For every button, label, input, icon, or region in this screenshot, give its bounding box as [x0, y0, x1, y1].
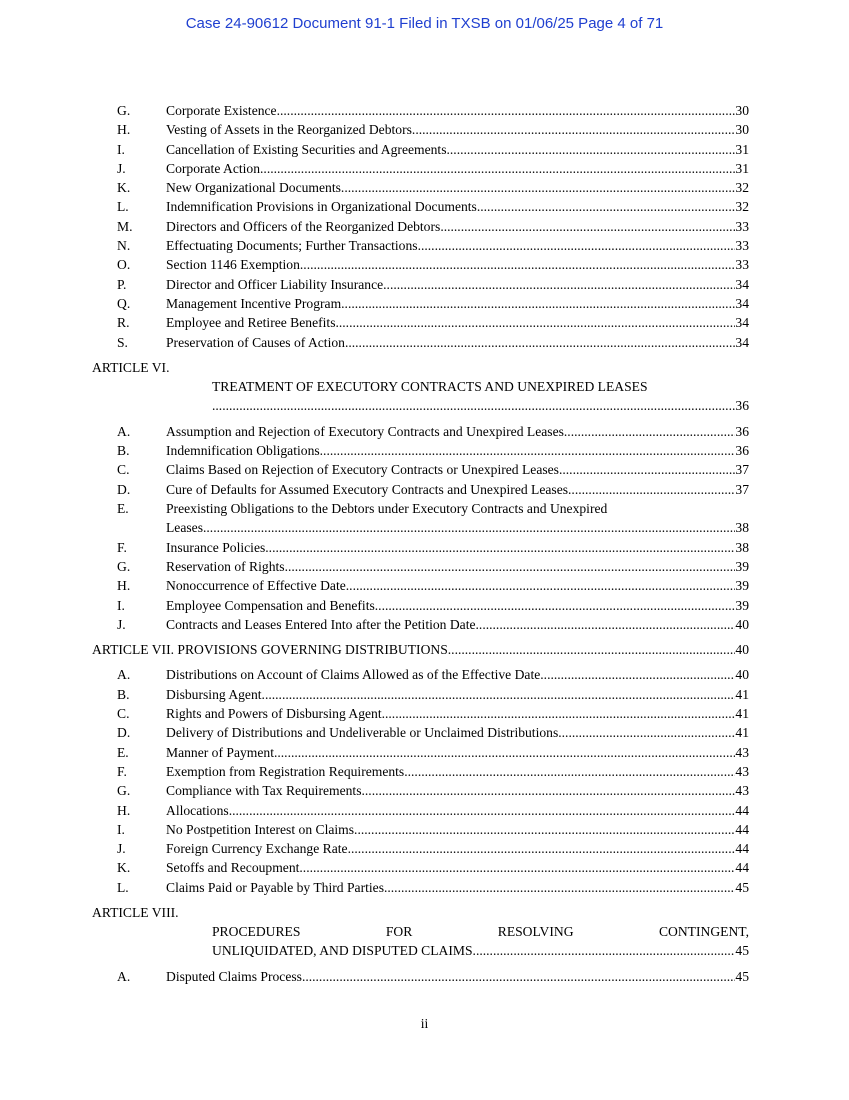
toc-group-article-vi-b [92, 538, 749, 634]
entry-letter: Q. [117, 295, 131, 311]
entry-letter: D. [117, 725, 131, 741]
entry-page: 31 [735, 160, 749, 176]
entry-title: Employee and Retiree Benefits [166, 315, 336, 331]
entry-letter: K. [117, 860, 131, 876]
dot-leader [564, 422, 736, 441]
entry-text [166, 743, 749, 762]
entry-title: Preexisting Obligations to the Debtors under Executory Contracts and Unexpired [166, 501, 608, 517]
toc-entry [92, 685, 749, 704]
toc-entry-e-line1 [92, 499, 749, 518]
entry-letter: B. [117, 443, 130, 459]
toc-group-article-v [92, 101, 749, 352]
entry-page: 34 [735, 315, 749, 331]
entry-title: Setoffs and Recoupment [166, 860, 300, 876]
dot-leader [260, 159, 735, 178]
entry-letter: I. [117, 141, 125, 157]
dot-leader [384, 878, 735, 897]
article-viii-heading [92, 922, 749, 942]
entry-letter: A. [117, 423, 131, 439]
entry-title: Employee Compensation and Benefits [166, 597, 375, 613]
toc-entry [92, 140, 749, 159]
dot-leader [285, 557, 736, 576]
entry-letter: G. [117, 558, 131, 574]
entry-letter: B. [117, 686, 130, 702]
dot-leader [447, 140, 736, 159]
dot-leader [354, 820, 735, 839]
entry-page: 44 [735, 841, 749, 857]
toc-entry [92, 294, 749, 313]
article-viii-label: ARTICLE VIII. [92, 904, 179, 920]
dot-leader [418, 236, 736, 255]
toc-group-article-viii [92, 967, 749, 986]
entry-page: 44 [735, 860, 749, 876]
entry-title-continued: Leases [166, 520, 203, 536]
toc-entry [92, 197, 749, 216]
entry-letter: D. [117, 481, 131, 497]
entry-title: Contracts and Leases Entered Into after the Petition Date [166, 616, 476, 632]
toc-entry [92, 538, 749, 557]
entry-title: Nonoccurrence of Effective Date [166, 578, 346, 594]
dot-leader [320, 441, 736, 460]
entry-title: Disbursing Agent [166, 686, 262, 702]
dot-leader [265, 538, 735, 557]
entry-title: Manner of Payment [166, 744, 274, 760]
article-viii-heading-line2: UNLIQUIDATED, AND DISPUTED CLAIMS [212, 943, 473, 959]
entry-text [166, 839, 749, 858]
dot-leader [540, 665, 735, 684]
entry-page: 33 [735, 257, 749, 273]
entry-title: Foreign Currency Exchange Rate [166, 841, 348, 857]
toc-entry [92, 743, 749, 762]
entry-page: 41 [735, 686, 749, 702]
entry-letter: C. [117, 706, 130, 722]
case-header: Case 24-90612 Document 91-1 Filed in TXSB on 01/06/25 Page 4 of 71 [185, 15, 664, 32]
entry-title: Disputed Claims Process [166, 968, 302, 984]
entry-page: 39 [735, 578, 749, 594]
entry-page: 40 [735, 667, 749, 683]
entry-page: 43 [735, 744, 749, 760]
entry-text [166, 275, 749, 294]
entry-title: Corporate Existence [166, 103, 277, 118]
toc-entry [92, 820, 749, 839]
entry-text [166, 460, 749, 479]
entry-title: Cancellation of Existing Securities and Agreements [166, 141, 447, 157]
entry-letter: F. [117, 539, 127, 555]
entry-title: Management Incentive Program [166, 295, 342, 311]
entry-letter: E. [117, 501, 129, 517]
toc-entry [92, 441, 749, 460]
toc-entry [92, 557, 749, 576]
entry-text [166, 101, 749, 120]
entry-letter: J. [117, 616, 126, 632]
entry-page: 38 [735, 520, 749, 536]
dot-leader [277, 101, 736, 120]
entry-page: 41 [735, 706, 749, 722]
entry-page: 30 [735, 122, 749, 138]
toc-entry [92, 967, 749, 986]
entry-text [166, 120, 749, 139]
dot-leader [362, 781, 736, 800]
article-vi-heading: TREATMENT OF EXECUTORY CONTRACTS AND UNEXPIRED LEASES [212, 378, 648, 394]
article-vi-page: 36 [735, 398, 749, 414]
toc-entry [92, 275, 749, 294]
entry-page: 32 [735, 199, 749, 215]
entry-letter: N. [117, 238, 131, 254]
entry-title: Claims Based on Rejection of Executory Contracts or Unexpired Leases [166, 462, 559, 478]
entry-letter: H. [117, 122, 131, 138]
dot-leader [559, 460, 735, 479]
entry-title: Section 1146 Exemption [166, 257, 300, 273]
heading-word: CONTINGENT, [658, 923, 749, 939]
dot-leader [477, 197, 736, 216]
entry-text [166, 236, 749, 255]
entry-page: 45 [735, 879, 749, 895]
dot-leader [412, 120, 735, 139]
entry-letter: M. [117, 218, 133, 234]
entry-letter: F. [117, 763, 127, 779]
entry-text [166, 480, 749, 499]
article-vi-label: ARTICLE VI. [92, 359, 170, 375]
entry-letter: E. [117, 744, 129, 760]
toc-entry [92, 422, 749, 441]
article-vi-dot-leader [92, 396, 749, 416]
entry-title: Indemnification Obligations [166, 443, 320, 459]
entry-title: Directors and Officers of the Reorganized Debtors [166, 218, 441, 234]
toc-entry-wrapped [92, 499, 749, 538]
toc-entry [92, 101, 749, 120]
entry-text [166, 665, 749, 684]
entry-title: Indemnification Provisions in Organizational Documents [166, 199, 477, 215]
entry-title: Reservation of Rights [166, 558, 285, 574]
entry-title: Insurance Policies [166, 539, 266, 555]
entry-page: 45 [735, 968, 749, 984]
toc-entry [92, 615, 749, 634]
entry-letter: I. [117, 597, 125, 613]
heading-word: FOR [385, 923, 413, 939]
article-vii-line [92, 640, 749, 659]
entry-letter: P. [117, 276, 127, 292]
entry-text [166, 333, 749, 352]
dot-leader [473, 941, 736, 961]
entry-text [166, 313, 749, 332]
dot-leader [300, 255, 736, 274]
dot-leader [375, 596, 736, 615]
entry-page: 31 [735, 141, 749, 157]
entry-title: Effectuating Documents; Further Transactions [166, 238, 418, 254]
entry-page: 30 [735, 103, 749, 118]
dot-leader [382, 704, 736, 723]
toc-entry [92, 255, 749, 274]
entry-page: 43 [735, 763, 749, 779]
entry-text [166, 538, 749, 557]
entry-text [166, 685, 749, 704]
article-vii-title: ARTICLE VII. PROVISIONS GOVERNING DISTRIBUTIONS [92, 642, 448, 658]
entry-text [166, 422, 749, 441]
entry-page: 33 [735, 218, 749, 234]
toc-entry [92, 704, 749, 723]
entry-text [166, 178, 749, 197]
toc-entry [92, 217, 749, 236]
entry-title: Allocations [166, 802, 229, 818]
toc-group-article-vi-a [92, 422, 749, 499]
entry-letter: O. [117, 257, 131, 273]
toc-entry [92, 723, 749, 742]
toc-entry-e-line2 [92, 518, 749, 537]
toc-entry [92, 333, 749, 352]
entry-title: Cure of Defaults for Assumed Executory Contracts and Unexpired Leases [166, 481, 569, 497]
dot-leader [341, 178, 735, 197]
entry-text [166, 615, 749, 634]
dot-leader [274, 743, 735, 762]
toc-entry [92, 762, 749, 781]
heading-word: RESOLVING [497, 923, 574, 939]
entry-title: New Organizational Documents [166, 180, 341, 196]
toc-entry [92, 236, 749, 255]
entry-title: Assumption and Rejection of Executory Contracts and Unexpired Leases [166, 423, 564, 439]
toc-entry [92, 801, 749, 820]
entry-title: Delivery of Distributions and Undeliverable or Unclaimed Distributions [166, 725, 559, 741]
dot-leader [229, 801, 736, 820]
dot-leader [568, 480, 735, 499]
entry-letter: C. [117, 462, 130, 478]
entry-page: 44 [735, 802, 749, 818]
entry-page: 38 [735, 539, 749, 555]
entry-title: Exemption from Registration Requirements [166, 763, 405, 779]
entry-text [166, 441, 749, 460]
entry-page: 34 [735, 334, 749, 350]
toc-entry [92, 878, 749, 897]
toc-entry [92, 839, 749, 858]
entry-page: 39 [735, 558, 749, 574]
toc-entry [92, 120, 749, 139]
entry-letter: G. [117, 103, 131, 118]
entry-page: 41 [735, 725, 749, 741]
toc-entry [92, 576, 749, 595]
heading-word: PROCEDURES [212, 923, 301, 939]
entry-text [166, 557, 749, 576]
entry-text [166, 294, 749, 313]
entry-text [166, 801, 749, 820]
table-of-contents [92, 101, 749, 986]
entry-page: 36 [735, 443, 749, 459]
toc-group-article-vii [92, 665, 749, 897]
dot-leader [203, 518, 735, 537]
entry-letter: H. [117, 802, 131, 818]
dot-leader [299, 858, 735, 877]
entry-page: 44 [735, 821, 749, 837]
toc-entry [92, 178, 749, 197]
entry-page: 40 [735, 616, 749, 632]
dot-leader [383, 275, 735, 294]
entry-text [166, 140, 749, 159]
dot-leader [476, 615, 736, 634]
entry-page: 37 [735, 481, 749, 497]
entry-text [166, 197, 749, 216]
entry-letter: J. [117, 841, 126, 857]
entry-text [166, 820, 749, 839]
dot-leader [302, 967, 735, 986]
toc-entry [92, 596, 749, 615]
entry-title: Claims Paid or Payable by Third Parties [166, 879, 384, 895]
entry-title: Compliance with Tax Requirements [166, 783, 362, 799]
entry-title: Distributions on Account of Claims Allowed as of the Effective Date [166, 667, 541, 683]
entry-text [166, 576, 749, 595]
entry-title: Vesting of Assets in the Reorganized Debtors [166, 122, 412, 138]
toc-entry [92, 858, 749, 877]
entry-title: Corporate Action [166, 160, 261, 176]
entry-letter: L. [117, 879, 129, 895]
entry-page: 33 [735, 238, 749, 254]
toc-entry [92, 159, 749, 178]
article-viii-line2 [92, 941, 749, 961]
dot-leader [341, 294, 735, 313]
toc-entry [92, 665, 749, 684]
toc-entry [92, 313, 749, 332]
entry-page: 43 [735, 783, 749, 799]
dot-leader [348, 839, 736, 858]
entry-letter: G. [117, 783, 131, 799]
dot-leader [262, 685, 736, 704]
entry-text [166, 704, 749, 723]
entry-letter: A. [117, 968, 131, 984]
entry-title: Rights and Powers of Disbursing Agent [166, 706, 382, 722]
dot-leader [440, 217, 735, 236]
entry-letter: A. [117, 667, 131, 683]
entry-page: 37 [735, 462, 749, 478]
entry-letter: I. [117, 821, 125, 837]
dot-leader [346, 576, 736, 595]
entry-page: 36 [735, 423, 749, 439]
dot-leader [212, 396, 735, 416]
entry-letter: R. [117, 315, 130, 331]
dot-leader [558, 723, 735, 742]
dot-leader [345, 333, 735, 352]
entry-letter: H. [117, 578, 131, 594]
entry-text [166, 762, 749, 781]
dot-leader [404, 762, 735, 781]
page-number: ii [420, 1016, 429, 1031]
entry-page: 34 [735, 276, 749, 292]
entry-text [166, 159, 749, 178]
entry-page: 39 [735, 597, 749, 613]
entry-text [166, 255, 749, 274]
entry-letter: L. [117, 199, 129, 215]
entry-letter: J. [117, 160, 126, 176]
toc-entry [92, 460, 749, 479]
toc-entry [92, 781, 749, 800]
toc-entry [92, 480, 749, 499]
dot-leader [448, 640, 736, 659]
dot-leader [335, 313, 735, 332]
entry-page: 34 [735, 295, 749, 311]
entry-title: No Postpetition Interest on Claims [166, 821, 355, 837]
entry-letter: K. [117, 180, 131, 196]
entry-text [166, 723, 749, 742]
entry-text [166, 781, 749, 800]
entry-text [166, 858, 749, 877]
entry-text [166, 596, 749, 615]
article-vii-page: 40 [735, 642, 749, 658]
entry-text [166, 967, 749, 986]
entry-page: 32 [735, 180, 749, 196]
entry-text [166, 217, 749, 236]
article-viii-page: 45 [735, 943, 749, 959]
entry-title: Preservation of Causes of Action [166, 334, 345, 350]
entry-text [166, 878, 749, 897]
entry-letter: S. [117, 334, 128, 350]
entry-title: Director and Officer Liability Insurance [166, 276, 384, 292]
